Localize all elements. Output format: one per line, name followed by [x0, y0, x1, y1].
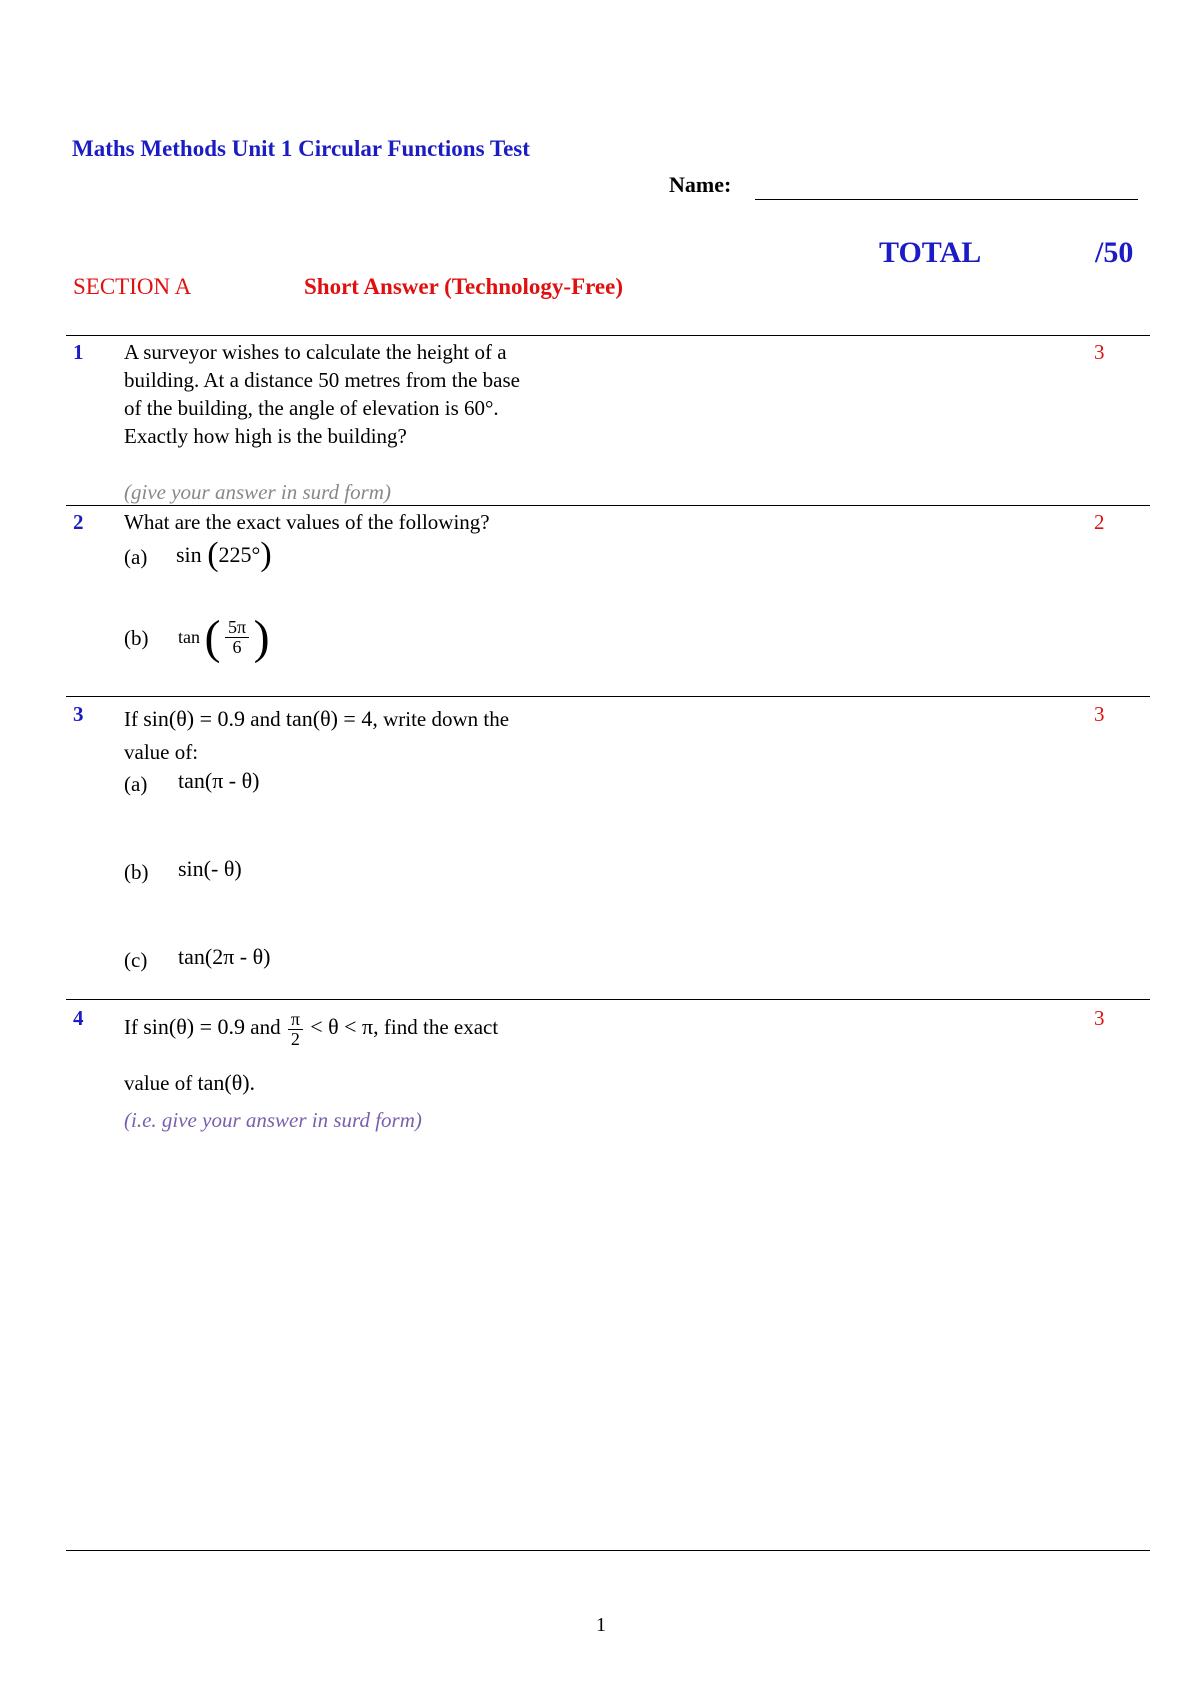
question-marks: 3: [1094, 340, 1105, 364]
question-marks: 3: [1094, 1006, 1105, 1030]
divider: [66, 999, 1150, 1000]
question-marks: 3: [1094, 702, 1105, 726]
text-fragment: write down the: [383, 707, 510, 731]
test-title: Maths Methods Unit 1 Circular Functions Test: [72, 136, 530, 161]
part-label: (a): [124, 545, 148, 569]
section-subtitle: Short Answer (Technology-Free): [304, 274, 624, 299]
text-fragment: and: [250, 707, 281, 731]
fraction: [288, 1010, 303, 1049]
question-text-line: [124, 1010, 498, 1049]
math-expression: tan(θ).: [197, 1070, 256, 1095]
part-label: (a): [124, 772, 148, 796]
question-text-line: building. At a distance 50 metres from the base: [124, 368, 520, 392]
question-text-line: value of:: [124, 740, 199, 764]
total-max: /50: [1095, 236, 1134, 269]
fraction-numerator: π: [288, 1010, 303, 1030]
question-hint: (give your answer in surd form): [124, 480, 391, 504]
total-label: TOTAL: [879, 236, 982, 269]
question-text-line: [124, 1070, 255, 1096]
math-expression: tan(π - θ): [178, 768, 260, 793]
text-fragment: find the exact: [383, 1015, 499, 1040]
name-label: Name:: [669, 172, 732, 197]
math-condition: < θ < π,: [310, 1014, 379, 1040]
math-condition: tan(θ) = 4,: [285, 706, 378, 731]
divider: [66, 505, 1150, 506]
function-name: sin: [176, 542, 202, 567]
question-number: 3: [73, 702, 84, 726]
text-fragment: If: [124, 707, 138, 731]
fraction: [225, 618, 249, 657]
page-number: 1: [596, 1614, 606, 1636]
part-label: (b): [124, 626, 149, 650]
math-expression: tan ( $\frac{5\pi}{6}$ ): [178, 611, 270, 664]
question-number: 1: [73, 340, 84, 364]
fraction-denominator: 6: [232, 637, 242, 657]
fraction-numerator: 5π: [225, 618, 249, 638]
part-label: (b): [124, 860, 149, 884]
question-text-line: [124, 706, 509, 732]
text-fragment: If: [124, 1015, 138, 1040]
function-argument: 225°: [218, 542, 261, 567]
question-marks: 2: [1094, 510, 1105, 534]
math-condition: sin(θ) = 0.9: [143, 1014, 246, 1040]
text-fragment: value of: [124, 1071, 193, 1095]
question-text-line: A surveyor wishes to calculate the height of a: [124, 340, 507, 364]
math-expression: sin (225°): [176, 536, 272, 573]
question-text-line: of the building, the angle of elevation is 60°.: [124, 396, 499, 420]
divider: [66, 335, 1150, 336]
question-text-line: What are the exact values of the following?: [124, 510, 490, 534]
math-condition: sin(θ) = 0.9: [143, 706, 246, 731]
divider: [66, 696, 1150, 697]
question-text-line: Exactly how high is the building?: [124, 424, 407, 448]
math-expression: tan(2π - θ): [178, 944, 271, 969]
part-label: (c): [124, 948, 148, 972]
function-name: tan: [178, 627, 200, 647]
section-heading: SECTION A: [73, 274, 192, 299]
footer-divider: [66, 1550, 1150, 1551]
question-number: 4: [73, 1006, 84, 1030]
math-expression: sin(- θ): [178, 856, 242, 881]
question-number: 2: [73, 510, 84, 534]
fraction-denominator: 2: [290, 1028, 300, 1049]
text-fragment: and: [250, 1015, 281, 1040]
name-answer-line[interactable]: [755, 199, 1138, 200]
question-hint: (i.e. give your answer in surd form): [124, 1108, 422, 1132]
